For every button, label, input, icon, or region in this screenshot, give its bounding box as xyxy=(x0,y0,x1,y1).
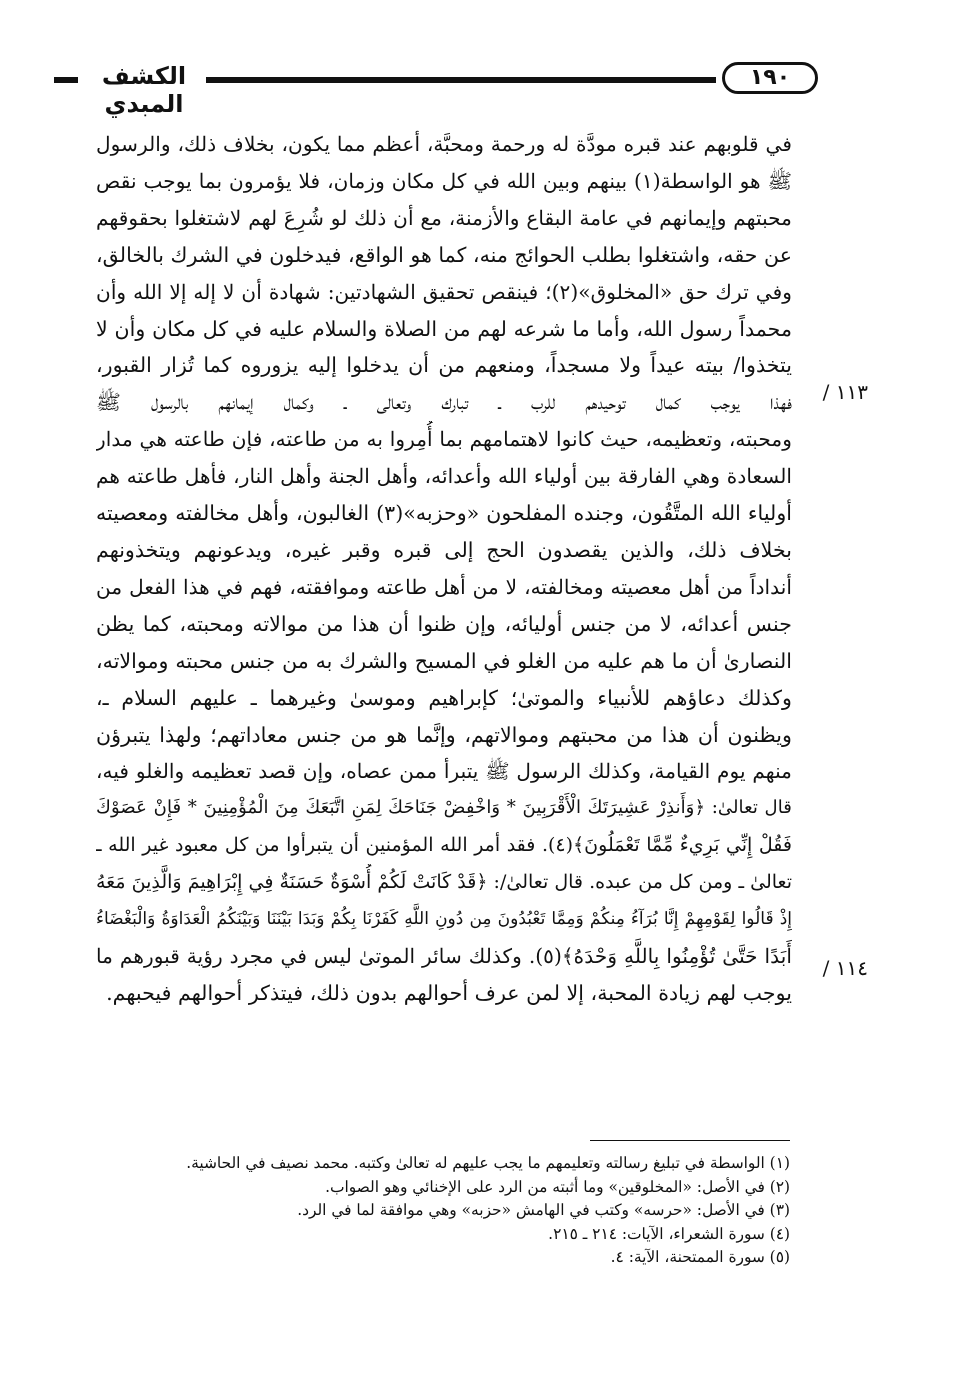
footnote-4: (٤) سورة الشعراء، الآيات: ٢١٤ ـ ٢١٥. xyxy=(548,1224,790,1243)
page-header xyxy=(54,60,794,118)
margin-ref-114: ١١٤ / xyxy=(822,956,868,980)
footnote-5: (٥) سورة الممتحنة، الآية: ٤. xyxy=(610,1248,790,1266)
body-line: إِذْ قَالُوا لِقَوْمِهِمْ إِنَّا بُرَآءُ مِنكُمْ وَمِمَّا تَعْبُدُونَ مِن دُونِ اللَّهِ كَفَرْنَا بِكُمْ وَبَدَا بَيْنَنَا وَبَيْنَكُمُ الْعَدَاوَةُ وَالْبَغْضَاءُ xyxy=(96,909,792,930)
body-line: يوجب لهم زيادة المحبة، إلا لمن عرف أحوالهم بدون ذلك، فيتذكر أحوالهم فيحبهم. xyxy=(106,980,792,1005)
body-line: عن حقه، واشتغلوا بطلب الحوائج منه، كما هو الواقع، فيدخلون في الشرك بالخالق، xyxy=(96,242,792,267)
body-line: ومحبته، وتعظيمه، حيث كانوا لاهتمامهم بما أُمِروا به من طاعته، فإن طاعته هي مدار xyxy=(96,427,792,452)
body-line: أَبَدًا حَتَّىٰ تُؤْمِنُوا بِاللَّهِ وَحْدَهُ﴾(٥). وكذلك سائر الموتىٰ ليس في مجرد رؤية قبورهم ما xyxy=(96,943,792,968)
header-rule-left xyxy=(54,77,78,83)
body-line: يتخذوا/ بيته عيداً ولا مسجداً، ومنعهم من أن يدخلوا إليه يزوروه كما تُزار القبور، xyxy=(96,353,792,378)
body-line: ويظنون أن هذا من محبتهم وموالاتهم، وإنَّما هو من جنس معاداتهم؛ ولهذا يتبرؤن xyxy=(96,722,792,747)
book-title: الكشف المبدي xyxy=(101,62,187,118)
body-line: في قلوبهم عند قبره مودَّة له ورحمة ومحبَّة، أعظم مما يكون، بخلاف ذلك، والرسول xyxy=(96,132,792,156)
margin-ref-113: ١١٣ / xyxy=(822,380,868,404)
page-number: ١٩٠ xyxy=(722,62,818,94)
body-line: وفي ترك حق «المخلوق»(٢)؛ فينقص تحقيق الشهادتين: شهادة أن لا إله إلا الله وأن xyxy=(96,279,792,304)
footnote-1: (١) الواسطة في تبليغ رسالته وتعليمهم ما يجب عليهم له تعالىٰ وكتبه. محمد نصيف في الحاشية. xyxy=(186,1154,790,1172)
footnote-3: (٣) في الأصل: «حرسه» وكتب في الهامش «حزبه» وهي موافقة لما في الرد. xyxy=(297,1201,790,1219)
body-line: فَقُلْ إِنِّي بَرِيءٌ مِّمَّا تَعْمَلُونَ﴾(٤). فقد أمر الله المؤمنين أن يتبرأوا من كل معبود غير الله ـ xyxy=(96,834,792,857)
body-line: أولياء الله المتَّقُون، وجنده المفلحون «وحزبه»(٣) الغالبون، وأهل مخالفته ومعصيته xyxy=(96,501,792,526)
body-line: ﷺ هو الواسطة(١) بينهم وبين الله في كل مكان وزمان، فلا يؤمرون بما يوجب نقص xyxy=(96,168,792,193)
body-line: منهم يوم القيامة، وكذلك الرسول ﷺ يتبرأ ممن عصاه، وإن قصد تعظيمه والغلو فيه، xyxy=(96,759,792,784)
footnote-2: (٢) في الأصل: «المخلوقين» وما أثبته من الرد على الإخنائي وهو الصواب. xyxy=(325,1177,790,1196)
body-line: محمداً رسول الله، وأما ما شرعه لهم من الصلاة والسلام عليه في كل مكان وأن لا xyxy=(96,316,792,341)
body-line: النصارىٰ أن ما هم عليه من الغلو في المسيح والشرك به من جنس محبته وموالاته، xyxy=(96,648,792,673)
body-line: قال تعالىٰ: ﴿وَأَنذِرْ عَشِيرَتَكَ الْأَقْرَبِينَ * وَاخْفِضْ جَنَاحَكَ لِمَنِ اتَّبَعَكَ مِنَ الْمُؤْمِنِينَ * فَإِنْ عَصَوْكَ xyxy=(96,797,792,819)
body-line: تعالىٰ ـ ومن كل من عبده. قال تعالىٰ/: ﴿قَدْ كَانَتْ لَكُمْ أُسْوَةٌ حَسَنَةٌ فِي إِبْرَاهِيمَ وَالَّذِينَ مَعَهُ xyxy=(96,871,792,894)
body-line: السعادة وهي الفارقة بين أولياء الله وأعدائه، وأهل الجنة وأهل النار، فأهل طاعته هم xyxy=(96,464,792,489)
body-line: جنس أعدائه، لا من جنس أوليائه، وإن ظنوا أن هذا من موالاته ومحبته، كما يظن xyxy=(96,611,792,636)
body-line: محبتهم وإيمانهم في عامة البقاع والأزمنة، مع أن ذلك لو شُرِعَ لهم لاشتغلوا بحقوقهم xyxy=(96,205,792,230)
footnotes xyxy=(160,1152,790,1270)
body-line: أنداداً من أهل معصيته ومخالفته، لا من أهل طاعته وموافقته، فهم في هذا الفعل من xyxy=(96,574,792,599)
body-text xyxy=(96,126,792,1012)
footnote-separator xyxy=(590,1140,790,1141)
body-line: وكذلك دعاؤهم للأنبياء والموتىٰ؛ كإبراهيم وموسىٰ وغيرهما ـ عليهم السلام ـ، xyxy=(96,685,792,710)
body-line: بخلاف ذلك، والذين يقصدون الحج إلى قبره وقبر غيره، ويدعونهم ويتخذونهم xyxy=(96,537,792,562)
body-line: فهذا يوجب كمال توحيدهم للرب ـ تبارك وتعالى ـ وكمال إيمانهم بالرسول ﷺ xyxy=(96,390,792,415)
header-rule-middle xyxy=(206,77,716,83)
